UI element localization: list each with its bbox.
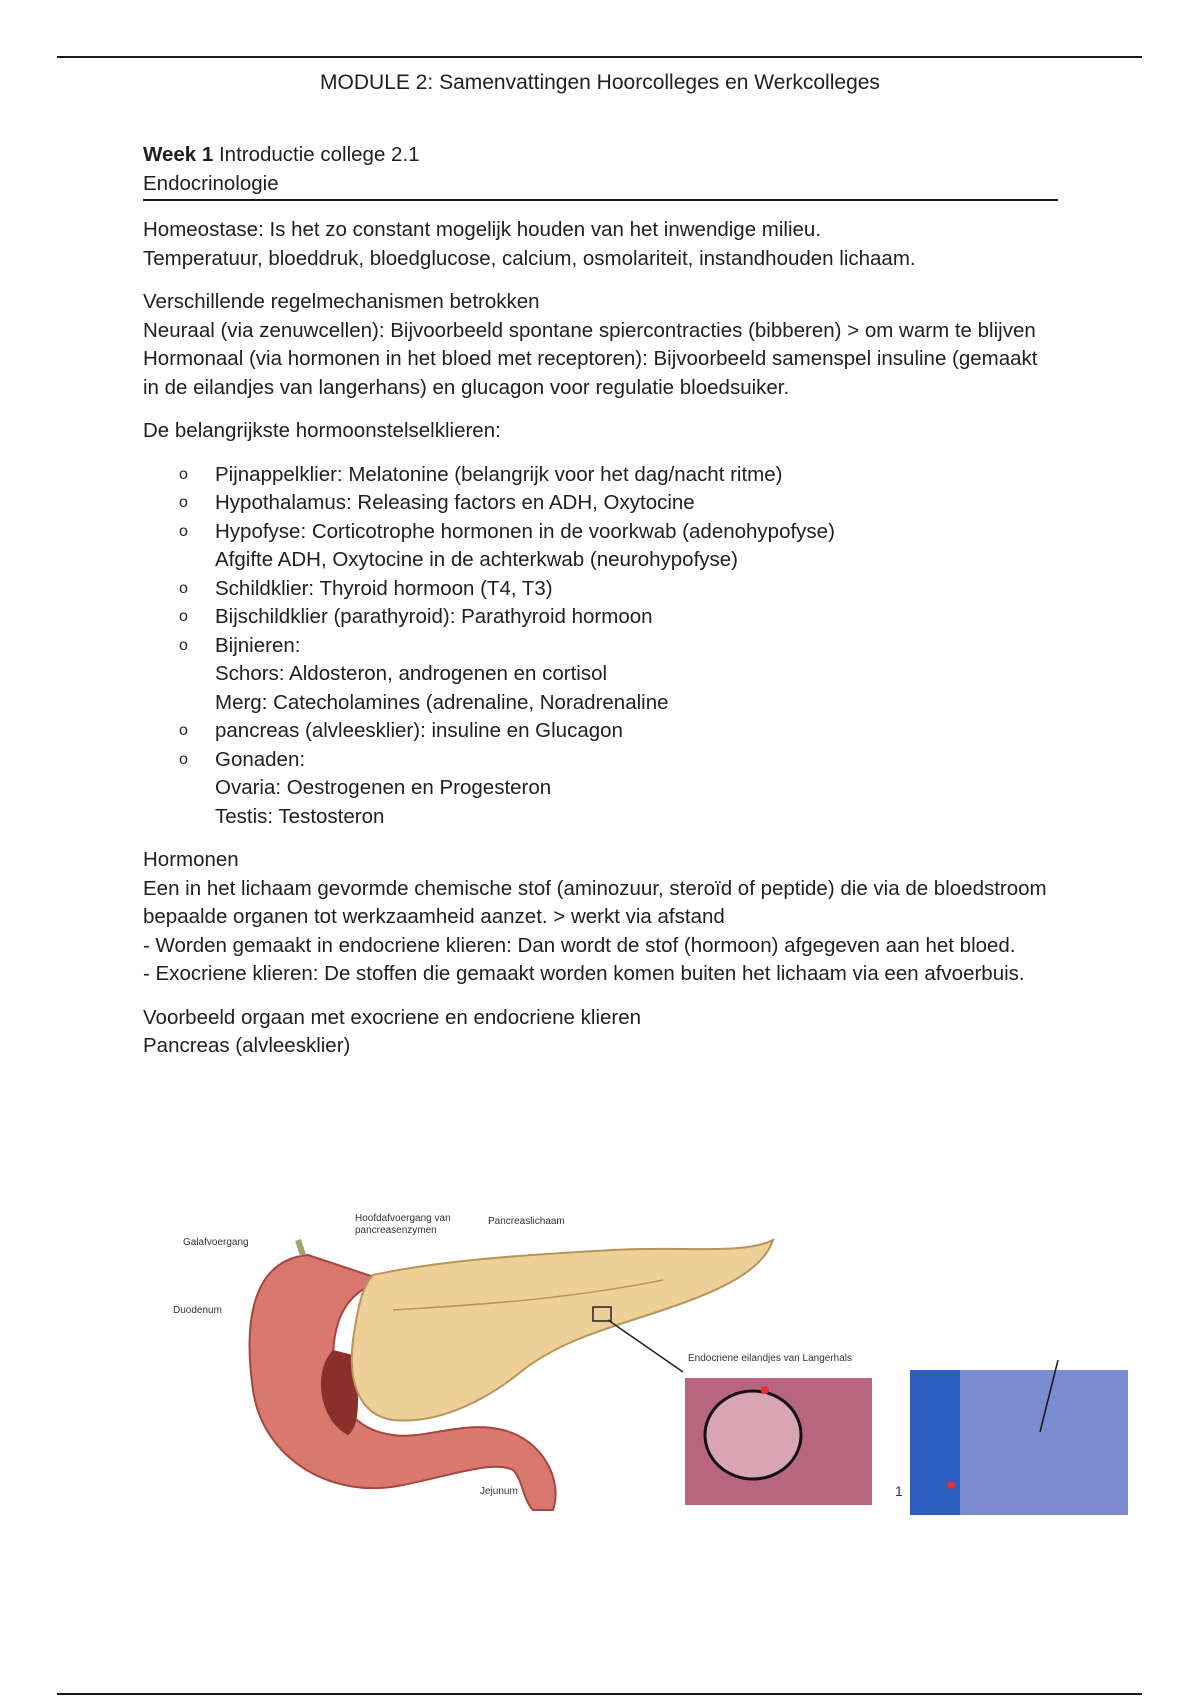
- gland-line: Ovaria: Oestrogenen en Progesteron: [215, 776, 552, 799]
- hormonen-line-3: - Exocriene klieren: De stoffen die gemaakt worden komen buiten het lichaam via een afvoerbuis.: [143, 962, 1025, 985]
- regelmechanismen-paragraph: [143, 288, 1058, 402]
- islet-outline: [705, 1391, 801, 1479]
- homeostase-line-2: Temperatuur, bloeddruk, bloedglucose, calcium, osmolariteit, instandhouden lichaam.: [143, 246, 916, 270]
- label-eilandjes: Endocriene eilandjes van Langerhals: [688, 1353, 853, 1364]
- gland-line: Merg: Catecholamines (adrenaline, Noradrenaline: [215, 690, 669, 714]
- voorbeeld-line-1: Voorbeeld orgaan met exocriene en endocriene klieren: [143, 1005, 642, 1029]
- label-hoofdafvoergang-1: Hoofdafvoergang van: [355, 1213, 451, 1224]
- hormonen-line-1: Een in het lichaam gevormde chemische stof (aminozuur, steroïd of peptide) die via de bloedstroom bepaalde organen tot werkzaamheid aanzet. > werkt via afstand: [143, 876, 1047, 928]
- gland-line: Gonaden:: [215, 747, 306, 771]
- footer-rule: [57, 1693, 1142, 1695]
- gland-item: [179, 632, 1058, 718]
- bullet-marker: o: [179, 579, 188, 597]
- gland-line: pancreas (alvleesklier): insuline en Glucagon: [215, 719, 623, 742]
- gland-item: [179, 461, 1058, 490]
- label-jejunum: Jejunum: [480, 1486, 518, 1497]
- week-heading: [143, 141, 1058, 170]
- hormonen-paragraph: [143, 846, 1058, 989]
- bullet-marker: o: [179, 750, 188, 768]
- gland-line: Schildklier: Thyroid hormoon (T4, T3): [215, 576, 553, 600]
- gland-line: Testis: Testosteron: [215, 804, 385, 828]
- homeostase-paragraph: [143, 216, 1058, 273]
- regel-line-2: Neuraal (via zenuwcellen): Bijvoorbeeld spontane spiercontracties (bibberen) > om warm te blijven: [143, 318, 1036, 342]
- gland-item: [179, 518, 1058, 575]
- week-title: Introductie college 2.1: [213, 143, 420, 166]
- header-rule: [57, 56, 1142, 58]
- bullet-marker: o: [179, 522, 188, 540]
- zoom-arrow: [608, 1320, 683, 1372]
- voorbeeld-paragraph: [143, 1004, 1058, 1061]
- bullet-marker: o: [179, 465, 188, 483]
- week-subtitle: Endocrinologie: [143, 171, 279, 195]
- week-title-block: [143, 141, 1058, 201]
- gland-line: Bijnieren:: [215, 633, 301, 657]
- gland-line: Hypothalamus: Releasing factors en ADH, Oxytocine: [215, 491, 695, 514]
- label-pancreaslichaam: Pancreaslichaam: [488, 1216, 565, 1227]
- marker-dot-1: [761, 1386, 769, 1394]
- page-header: MODULE 2: Samenvattingen Hoorcolleges en Werkcolleges: [320, 71, 880, 94]
- bile-duct-shape: [298, 1240, 303, 1255]
- pancreas-figure: [143, 1180, 1161, 1520]
- gland-item: [179, 489, 1058, 518]
- label-duodenum: Duodenum: [173, 1305, 222, 1316]
- glands-list: [143, 461, 1058, 832]
- gland-line: Schors: Aldosteron, androgenen en cortisol: [215, 662, 608, 685]
- week-label: Week 1: [143, 143, 214, 166]
- micrograph-detail-edge: [910, 1370, 960, 1515]
- gland-line: Hypofyse: Corticotrophe hormonen in de voorkwab (adenohypofyse): [215, 519, 835, 543]
- label-hoofdafvoergang-2: pancreasenzymen: [355, 1225, 437, 1236]
- gland-line: Pijnappelklier: Melatonine (belangrijk voor het dag/nacht ritme): [215, 462, 783, 486]
- label-galafvoergang: Galafvoergang: [183, 1237, 249, 1248]
- regel-line-3: Hormonaal (via hormonen in het bloed met receptoren): Bijvoorbeeld samenspel insuline (gemaakt in de eilandjes van langerhans) en glucagon voor regulatie bloedsuiker.: [143, 347, 1038, 399]
- pancreas-illustration: [143, 1180, 1161, 1520]
- gland-item: [179, 575, 1058, 604]
- document-body: [143, 141, 1058, 1061]
- regel-line-1: Verschillende regelmechanismen betrokken: [143, 290, 540, 313]
- bullet-marker: o: [179, 636, 188, 654]
- gland-item: [179, 603, 1058, 632]
- glands-intro: De belangrijkste hormoonstelselklieren:: [143, 419, 501, 442]
- gland-line: Bijschildklier (parathyroid): Parathyroid hormoon: [215, 605, 653, 628]
- voorbeeld-line-2: Pancreas (alvleesklier): [143, 1034, 351, 1057]
- hormonen-heading: Hormonen: [143, 848, 239, 871]
- bullet-marker: o: [179, 608, 188, 625]
- gland-line: Afgifte ADH, Oxytocine in de achterkwab (neurohypofyse): [215, 548, 739, 571]
- bullet-marker: o: [179, 722, 188, 739]
- gland-item: [179, 717, 1058, 746]
- homeostase-line-1: Homeostase: Is het zo constant mogelijk houden van het inwendige milieu.: [143, 218, 822, 241]
- marker-dot-2: [947, 1481, 955, 1489]
- bullet-marker: o: [179, 494, 188, 511]
- hormonen-line-2: - Worden gemaakt in endocriene klieren: Dan wordt de stof (hormoon) afgegeven aan het bloed.: [143, 933, 1016, 957]
- gland-item: [179, 746, 1058, 832]
- figure-footnote: 1: [895, 1483, 903, 1499]
